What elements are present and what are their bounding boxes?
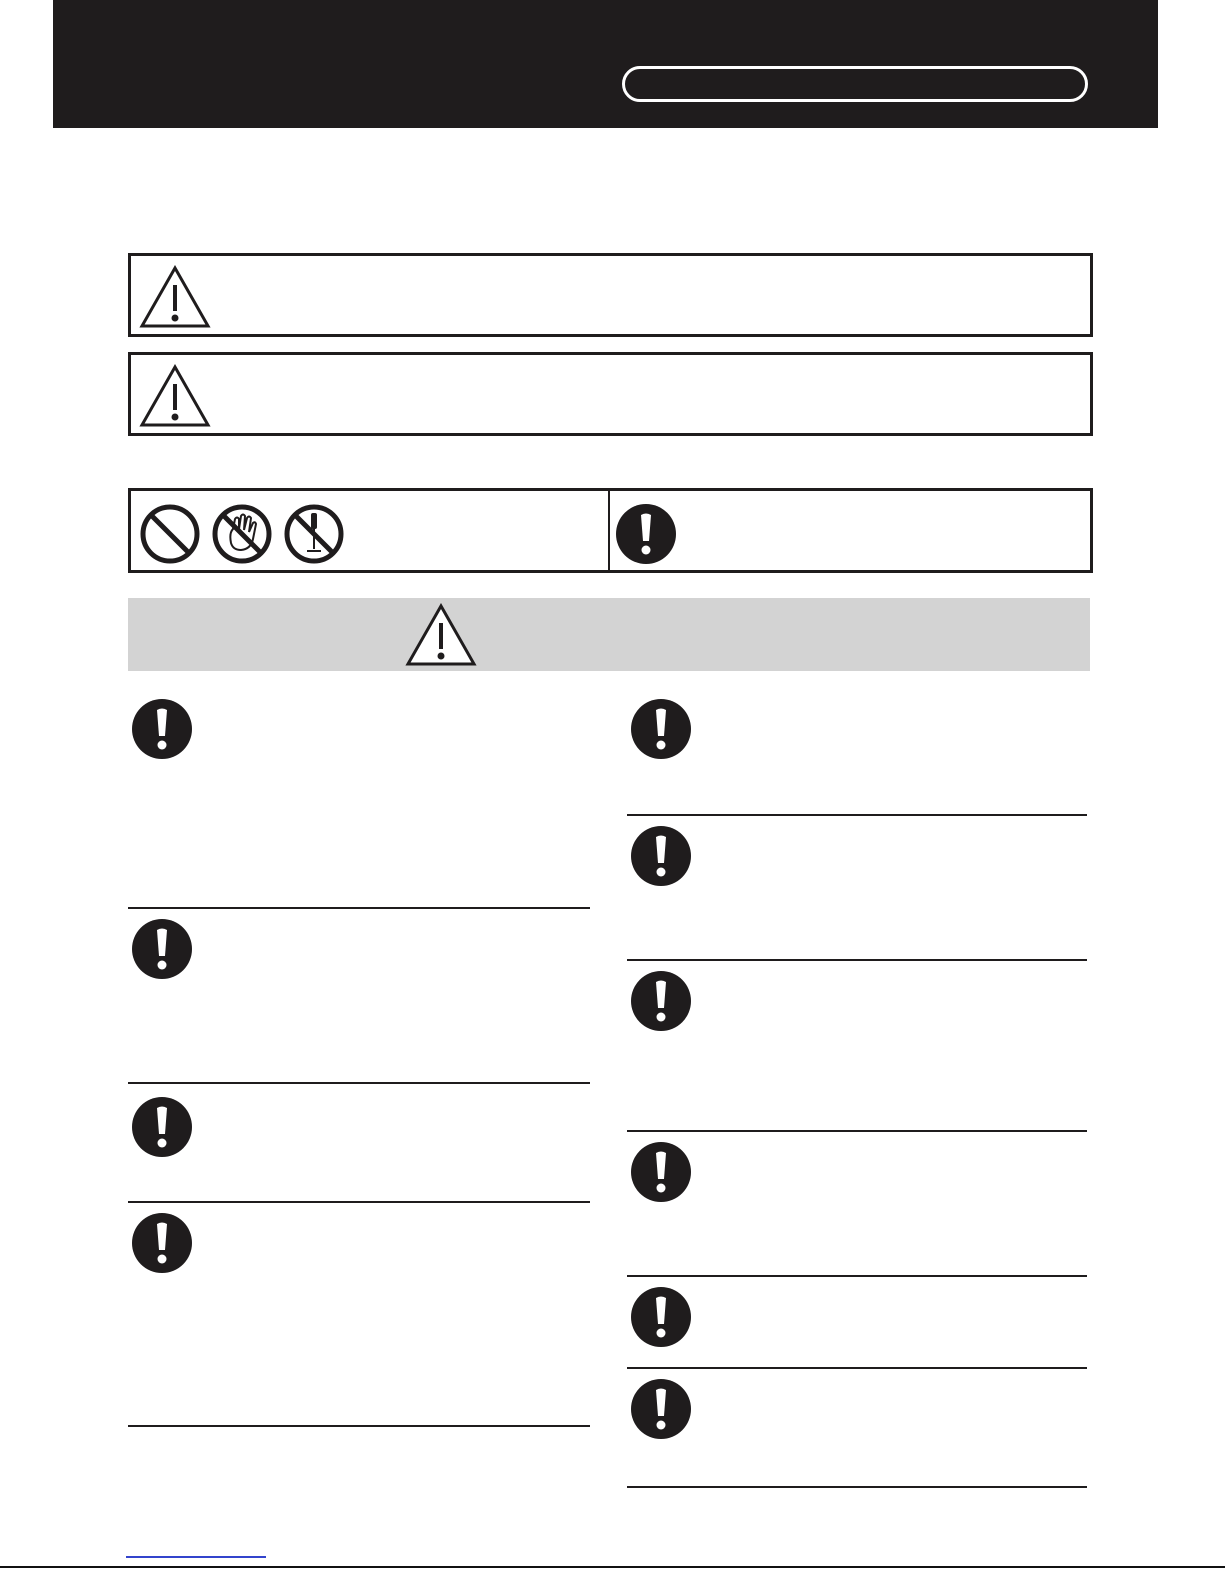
warning-definition-box [128, 253, 1093, 337]
mandatory-exclamation-icon [615, 503, 677, 565]
mandatory-exclamation-icon [131, 918, 193, 980]
item-icon [131, 698, 193, 765]
footer-link-underline[interactable] [126, 1556, 266, 1558]
item-divider [627, 814, 1087, 816]
no-disassemble-icon [283, 503, 345, 565]
item-divider [128, 1201, 590, 1203]
footer-rule [0, 1566, 1225, 1568]
item-icon [630, 1141, 692, 1208]
mandatory-exclamation-icon [630, 1378, 692, 1440]
item-divider [627, 959, 1087, 961]
item-icon [630, 970, 692, 1037]
no-touch-hand-icon [211, 503, 273, 565]
item-icon [131, 918, 193, 985]
warning-triangle-icon [139, 364, 211, 428]
item-icon [131, 1212, 193, 1279]
mandatory-exclamation-icon [630, 698, 692, 760]
mandatory-exclamation-icon [630, 1141, 692, 1203]
caution-definition-box [128, 352, 1093, 436]
item-divider [627, 1130, 1087, 1132]
item-icon [630, 698, 692, 765]
mandatory-exclamation-icon [630, 1286, 692, 1348]
item-divider [128, 907, 590, 909]
item-icon [630, 1378, 692, 1445]
mandatory-exclamation-icon [131, 1212, 193, 1274]
item-divider [627, 1367, 1087, 1369]
item-divider [627, 1275, 1087, 1277]
symbol-legend [128, 488, 1093, 573]
item-icon [131, 1096, 193, 1163]
mandatory-exclamation-icon [630, 970, 692, 1032]
header-section-label [622, 66, 1088, 102]
caution-band [128, 598, 1090, 671]
header-band [53, 0, 1158, 128]
warning-triangle-icon [139, 265, 211, 329]
item-icon [630, 825, 692, 892]
item-icon [630, 1286, 692, 1353]
mandatory-exclamation-icon [630, 825, 692, 887]
mandatory-exclamation-icon [131, 698, 193, 760]
item-divider [627, 1486, 1087, 1488]
legend-divider [608, 491, 610, 570]
warning-triangle-icon [405, 603, 477, 667]
mandatory-exclamation-icon [131, 1096, 193, 1158]
item-divider [128, 1425, 590, 1427]
prohibited-icon [139, 503, 201, 565]
item-divider [128, 1082, 590, 1084]
